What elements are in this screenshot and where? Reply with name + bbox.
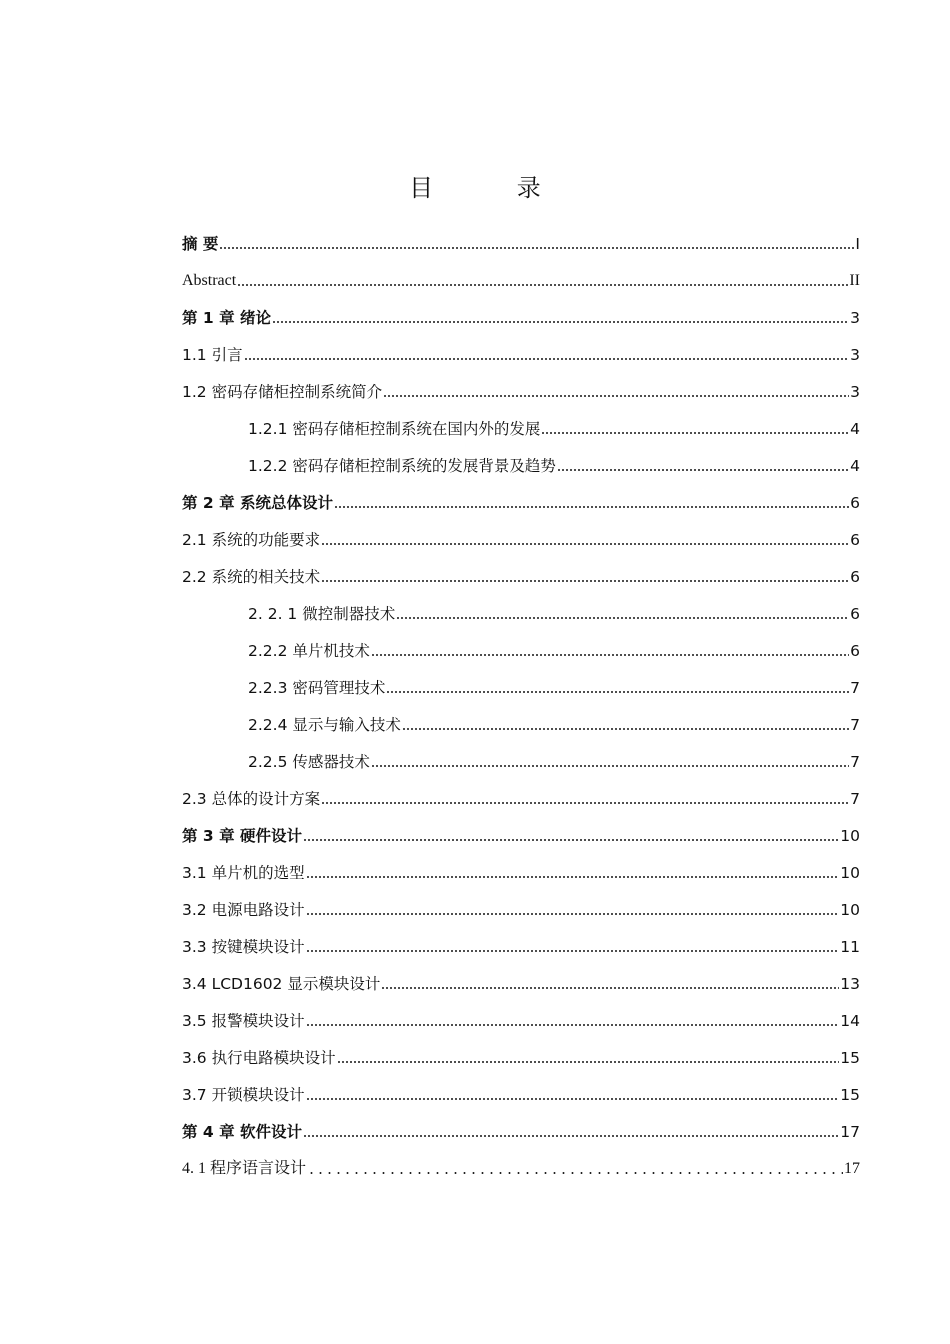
toc-entry-page-number: 3 [850, 383, 860, 401]
toc-entry[interactable] [182, 557, 860, 594]
dot-leader [306, 1097, 840, 1101]
toc-entry-title: 3.3 按键模块设计 [182, 938, 305, 956]
dot-leader [321, 579, 849, 583]
toc-entry-page-number: 7 [850, 753, 860, 771]
toc-entry[interactable] [182, 335, 860, 372]
toc-entry[interactable] [182, 853, 860, 890]
toc-entry-title: 1.2.2 密码存储柜控制系统的发展背景及趋势 [248, 457, 556, 475]
toc-entry-page-number: 6 [850, 494, 860, 512]
dot-leader [321, 542, 849, 546]
toc-entry-page-number: 7 [850, 716, 860, 734]
toc-entry-title: 第 2 章 系统总体设计 [182, 494, 333, 512]
toc-entry-page-number: 4 [850, 457, 860, 475]
toc-entry[interactable] [182, 1075, 860, 1112]
toc-entry-title: 1.1 引言 [182, 346, 243, 364]
toc-entry-page-number: 11 [840, 938, 860, 956]
toc-entry[interactable] [182, 779, 860, 816]
toc-entry-title: 4. 1 程序语言设计 [182, 1160, 307, 1177]
toc-entry[interactable] [182, 372, 860, 409]
toc-entry-title: 第 4 章 软件设计 [182, 1123, 302, 1141]
toc-entry-page-number: 7 [850, 790, 860, 808]
toc-entry-title: 1.2.1 密码存储柜控制系统在国内外的发展 [248, 420, 541, 438]
toc-entry-page-number: 10 [840, 864, 860, 882]
toc-entry-title: 2.1 系统的功能要求 [182, 531, 321, 549]
toc-entry[interactable] [182, 261, 860, 298]
dot-leader [303, 838, 839, 842]
toc-entry-page-number: 15 [840, 1049, 860, 1067]
toc-list [182, 224, 860, 1186]
dot-leader [219, 246, 854, 250]
dot-leader [383, 394, 849, 398]
dot-leader [307, 1171, 843, 1175]
dot-leader [306, 875, 840, 879]
toc-entry[interactable] [182, 705, 860, 742]
toc-entry[interactable] [182, 631, 860, 668]
toc-entry-title: 3.5 报警模块设计 [182, 1012, 305, 1030]
toc-entry-title: 1.2 密码存储柜控制系统简介 [182, 383, 383, 401]
toc-entry-page-number: 6 [850, 605, 860, 623]
toc-entry[interactable] [182, 816, 860, 853]
toc-entry-title: 2.2.5 传感器技术 [248, 753, 370, 771]
dot-leader [306, 949, 840, 953]
toc-entry[interactable] [182, 594, 860, 631]
toc-entry-page-number: 6 [850, 642, 860, 660]
toc-entry[interactable] [182, 520, 860, 557]
toc-entry-title: 第 3 章 硬件设计 [182, 827, 302, 845]
toc-entry-page-number: 4 [850, 420, 860, 438]
toc-entry-title: 2.3 总体的设计方案 [182, 790, 321, 808]
dot-leader [306, 912, 840, 916]
toc-entry-title: 摘 要 [182, 235, 219, 253]
toc-entry-page-number: I [855, 235, 860, 253]
dot-leader [541, 431, 849, 435]
dot-leader [381, 986, 839, 990]
toc-entry[interactable] [182, 446, 860, 483]
toc-entry[interactable] [182, 742, 860, 779]
dot-leader [337, 1060, 840, 1064]
dot-leader [557, 468, 849, 472]
toc-entry-page-number: 6 [850, 531, 860, 549]
toc-entry-page-number: 15 [840, 1086, 860, 1104]
toc-entry-page-number: 7 [850, 679, 860, 697]
dot-leader [371, 653, 849, 657]
toc-entry-page-number: 3 [850, 346, 860, 364]
toc-entry-title: 2.2.4 显示与输入技术 [248, 716, 401, 734]
dot-leader [402, 727, 849, 731]
toc-entry-title: 3.7 开锁模块设计 [182, 1086, 305, 1104]
toc-entry-page-number: 14 [840, 1012, 860, 1030]
toc-entry-page-number: 13 [840, 975, 860, 993]
toc-entry-page-number: 10 [840, 827, 860, 845]
toc-entry-page-number: 6 [850, 568, 860, 586]
toc-entry[interactable] [182, 1001, 860, 1038]
dot-leader [244, 357, 850, 361]
toc-entry-title: 3.1 单片机的选型 [182, 864, 305, 882]
toc-entry[interactable] [182, 298, 860, 335]
toc-entry[interactable] [182, 483, 860, 520]
toc-title: 目 录 [409, 174, 579, 202]
toc-entry-page-number: 10 [840, 901, 860, 919]
toc-entry[interactable] [182, 1149, 860, 1186]
toc-entry[interactable] [182, 964, 860, 1001]
toc-entry[interactable] [182, 927, 860, 964]
dot-leader [334, 505, 849, 509]
toc-entry-title: 2.2 系统的相关技术 [182, 568, 321, 586]
dot-leader [396, 616, 849, 620]
dot-leader [306, 1023, 840, 1027]
toc-entry-title: 2. 2. 1 微控制器技术 [248, 605, 396, 623]
toc-entry-title: 2.2.2 单片机技术 [248, 642, 370, 660]
toc-entry[interactable] [182, 1112, 860, 1149]
toc-entry[interactable] [182, 224, 860, 261]
dot-leader [386, 690, 849, 694]
toc-entry-page-number: 3 [850, 309, 860, 327]
toc-entry-page-number: 17 [844, 1160, 860, 1177]
dot-leader [371, 764, 849, 768]
toc-entry-page-number: 17 [840, 1123, 860, 1141]
toc-entry[interactable] [182, 1038, 860, 1075]
toc-entry-title: 3.6 执行电路模块设计 [182, 1049, 336, 1067]
dot-leader [272, 320, 849, 324]
dot-leader [303, 1134, 839, 1138]
toc-entry-title: Abstract [182, 272, 237, 289]
toc-entry-title: 3.4 LCD1602 显示模块设计 [182, 975, 381, 993]
toc-entry[interactable] [182, 668, 860, 705]
toc-entry-page-number: II [849, 272, 860, 289]
toc-entry[interactable] [182, 409, 860, 446]
toc-entry-title: 3.2 电源电路设计 [182, 901, 305, 919]
toc-entry-title: 2.2.3 密码管理技术 [248, 679, 386, 697]
dot-leader [237, 283, 848, 287]
dot-leader [321, 801, 849, 805]
toc-entry-title: 第 1 章 绪论 [182, 309, 271, 327]
toc-entry[interactable] [182, 890, 860, 927]
